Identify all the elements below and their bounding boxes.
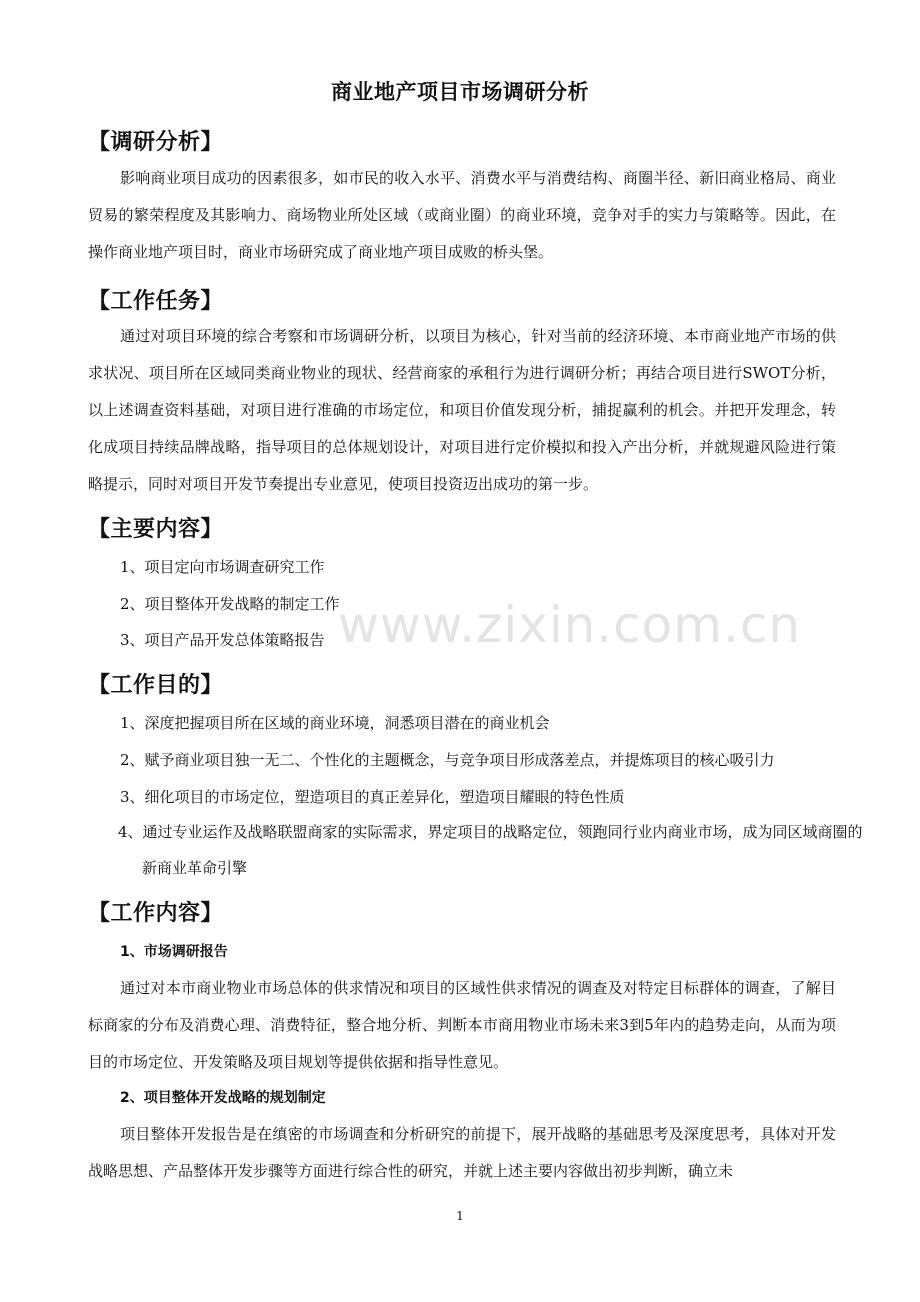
section-heading-task: 【工作任务】 xyxy=(88,289,224,314)
objective-item: 3、细化项目的市场定位，塑造项目的真正差异化，塑造项目耀眼的特色性质 xyxy=(120,788,625,806)
objective-item: 2、赋予商业项目独一无二、个性化的主题概念，与竞争项目形成落差点，并提炼项目的核心吸引力 xyxy=(120,751,775,769)
task-paragraph: 通过对项目环境的综合考察和市场调研分析，以项目为核心，针对当前的经济环境、本市商业地产市场的供求状况、项目所在区域同类商业物业的现状、经营商家的承租行为进行调研分析；再结合项目进行SWOT分析，以上述调查资料基础，对项目进行准确的市场定位，和项目价值发现分析，捕捉赢利的机会。并把开发理念，转化成项目持续品牌战略，指导项目的总体规划设计，对项目进行定价模拟和投入产出分析，并就规避风险进行策略提示，同时对项目开发节奏提出专业意见，使项目投资迈出成功的第一步。 xyxy=(88,327,836,493)
objective-item: 4、通过专业运作及战略联盟商家的实际需求，界定项目的战略定位，领跑同行业内商业市场，成为同区域商圈的新商业革命引擎 xyxy=(118,823,863,877)
section-heading-objectives: 【工作目的】 xyxy=(88,673,224,698)
objective-item: 1、深度把握项目所在区域的商业环境，洞悉项目潜在的商业机会 xyxy=(120,714,550,732)
document-title: 商业地产项目市场调研分析 xyxy=(331,80,589,104)
main-content-item: 2、项目整体开发战略的制定工作 xyxy=(120,595,340,613)
main-content-item: 1、项目定向市场调查研究工作 xyxy=(120,558,325,576)
section-heading-work-content: 【工作内容】 xyxy=(88,901,224,926)
main-content-item: 3、项目产品开发总体策略报告 xyxy=(120,631,325,649)
development-strategy-paragraph: 项目整体开发报告是在缜密的市场调查和分析研究的前提下，展开战略的基础思考及深度思考，具体对开发战略思想、产品整体开发步骤等方面进行综合性的研究，并就上述主要内容做出初步判断，确立未 xyxy=(88,1125,836,1180)
section-heading-research: 【调研分析】 xyxy=(88,130,224,155)
research-paragraph: 影响商业项目成功的因素很多，如市民的收入水平、消费水平与消费结构、商圈半径、新旧商业格局、商业贸易的繁荣程度及其影响力、商场物业所处区域（或商业圈）的商业环境，竞争对手的实力与策略等。因此，在操作商业地产项目时，商业市场研究成了商业地产项目成败的桥头堡。 xyxy=(88,169,836,261)
section-heading-main-content: 【主要内容】 xyxy=(88,517,224,542)
market-research-paragraph: 通过对本市商业物业市场总体的供求情况和项目的区域性供求情况的调查及对特定目标群体的调查，了解目标商家的分布及消费心理、消费特征，整合地分析、判断本市商用物业市场未来3到5年内的趋势走向，从而为项目的市场定位、开发策略及项目规划等提供依据和指导性意见。 xyxy=(88,979,836,1071)
watermark: www.zixin.com.cn xyxy=(338,596,802,654)
subsection-title-development-strategy: 2、项目整体开发战略的规划制定 xyxy=(120,1090,326,1106)
subsection-title-market-research: 1、市场调研报告 xyxy=(120,944,228,960)
page-number: 1 xyxy=(456,1209,464,1223)
